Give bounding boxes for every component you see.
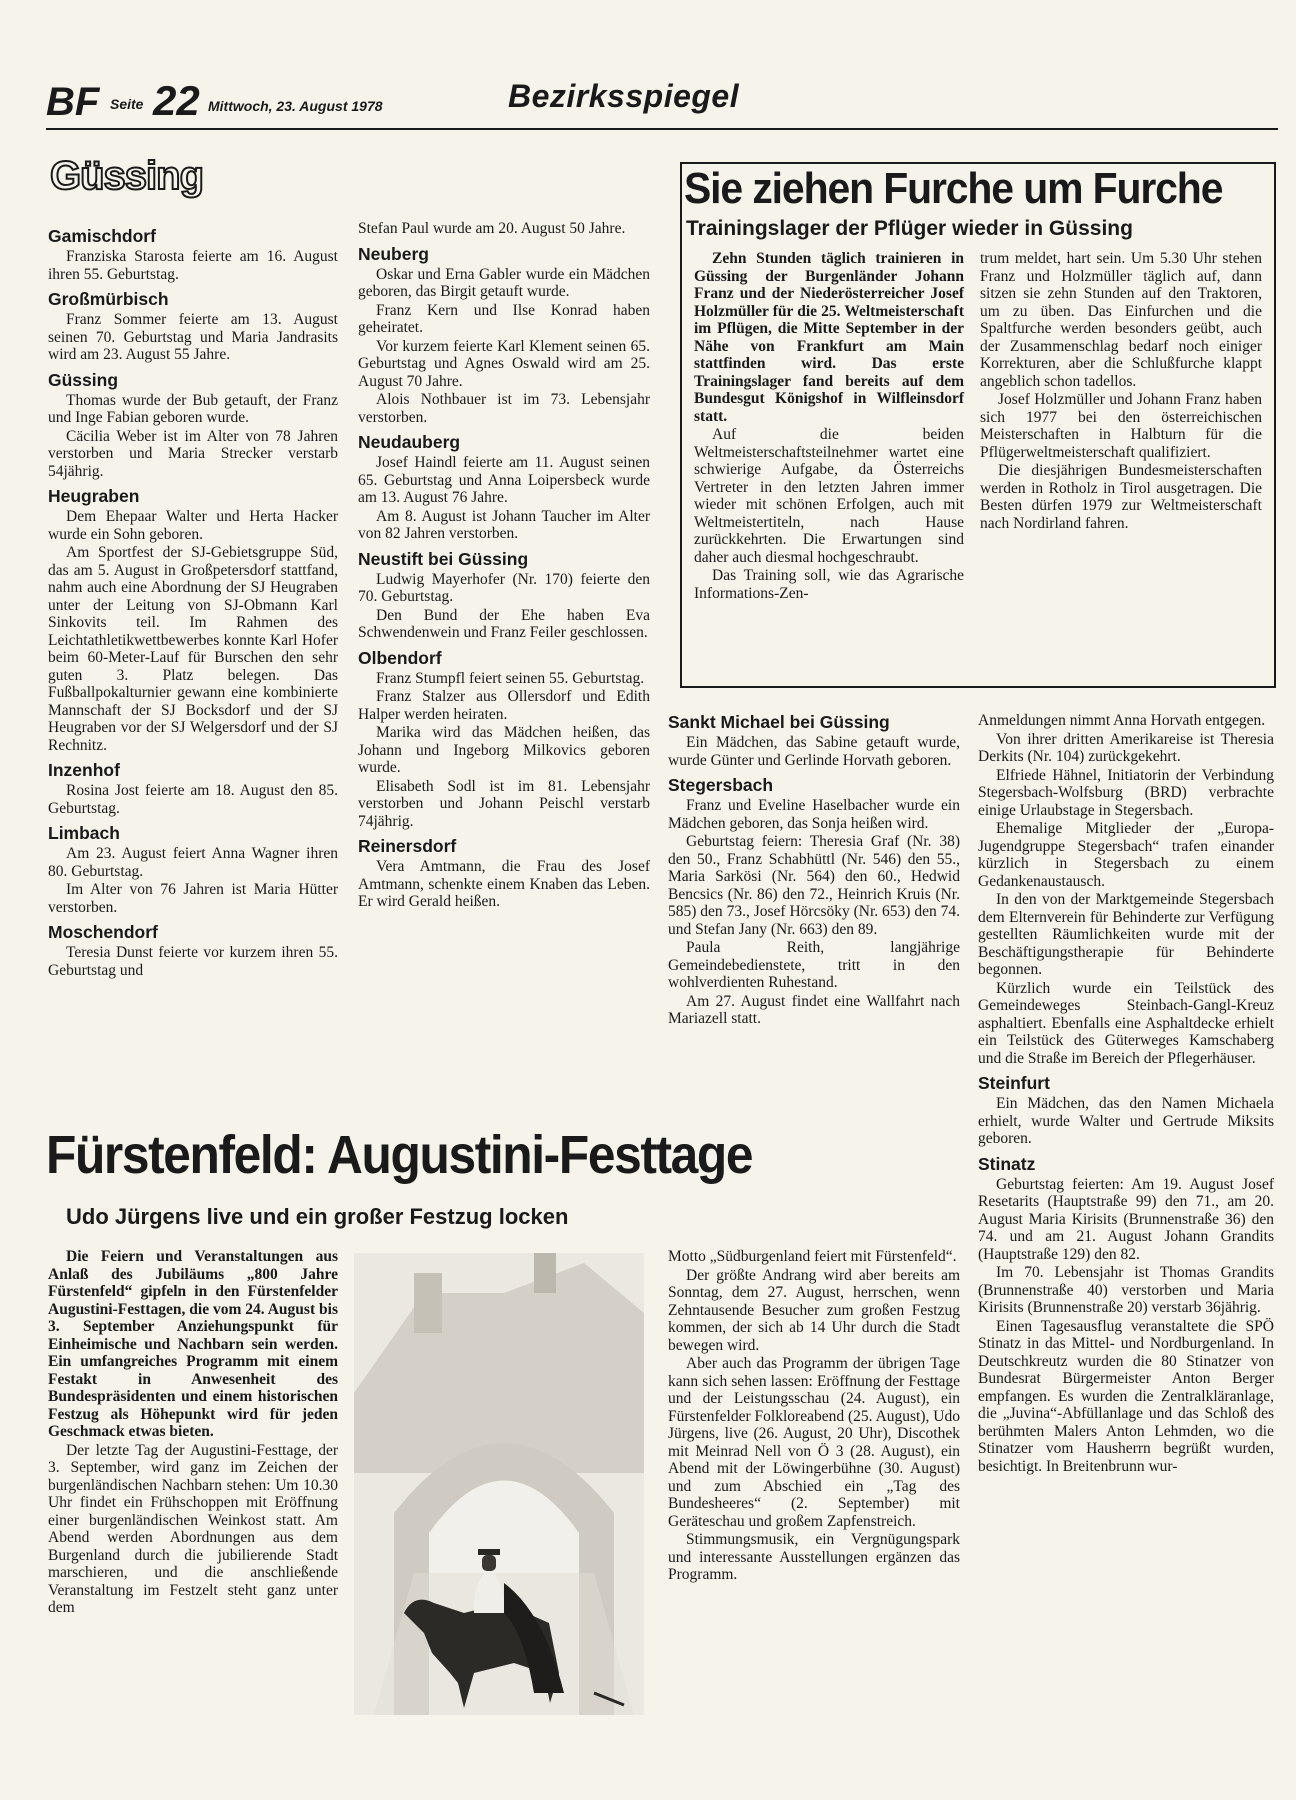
paragraph: Vor kurzem feierte Karl Klement seinen 65. Geburtstag und Agnes Oswald wird am 25. August 70 Jahre. <box>358 337 650 390</box>
paragraph: Stimmungsmusik, ein Vergnügungspark und interessante Ausstellungen ergänzen das Programm. <box>668 1531 960 1583</box>
item <box>358 648 650 831</box>
masthead-logo: BF <box>46 80 100 124</box>
paragraph: Im 70. Lebensjahr ist Thomas Grandits (Brunnenstraße 40) verstorben und Maria Kirisits (Brunnenstraße 20) verstarb 36jährig. <box>978 1264 1274 1316</box>
place-heading: Limbach <box>48 823 120 843</box>
place-heading: Neuberg <box>358 243 429 264</box>
paragraph: Ein Mädchen, das Sabine getauft wurde, wurde Günter und Gerlinde Horvath geboren. <box>668 734 960 769</box>
boxed-article-col-2 <box>980 250 1262 533</box>
place-heading: Sankt Michael bei Güssing <box>668 712 890 732</box>
festzug-photo <box>354 1253 644 1715</box>
paragraph: Das Training soll, wie das Agrarische Informations-Zen- <box>694 567 964 602</box>
paragraph: Josef Haindl feierte am 11. August seinen 65. Geburtstag und Anna Loipersbeck wurde am 13. August 76 Jahre. <box>358 454 650 506</box>
paragraph: Geburtstag feierten: Am 19. August Josef Resetarits (Hauptstraße 99) den 71., am 20. August Maria Kirisits (Brunnenstraße 36) den 74. und am 21. August Johann Grandits (Hauptstraße 129) den 82. <box>978 1175 1274 1263</box>
paragraph: Josef Holzmüller und Johann Franz haben sich 1977 bei den österreichischen Meisterschaften in Halbturn für die Pflügerweltmeisterschaft qualifiziert. <box>980 391 1262 461</box>
column-3 <box>668 706 960 1029</box>
paragraph: trum meldet, hart sein. Um 5.30 Uhr stehen Franz und Holzmüller täglich auf, dann sitzen sie zehn Stunden auf den Traktoren, um zu üben. Das Einfurchen und die Spaltfurche werden besonders geübt, auch der Zusammenschlag bedarf noch einiger Korrekturen, aber die Schlußfurche klappt angeblich schon tadellos. <box>980 250 1262 390</box>
item <box>48 289 338 364</box>
paragraph: Franziska Starosta feierte am 16. August ihren 55. Geburtstag. <box>48 248 338 283</box>
paragraph: In den von der Marktgemeinde Stegersbach dem Elternverein für Behinderte zur Verfügung gestellten Räumlichkeiten wurde mit der Beschäftigungstherapie für Behinderte begonnen. <box>978 891 1274 978</box>
place-heading: Heugraben <box>48 486 140 506</box>
paragraph: Am Sportfest der SJ-Gebietsgruppe Süd, das am 5. August in Großpetersdorf stattfand, nahm auch eine Abordnung der SJ Heugraben unter der Leitung von SJ-Obmann Karl Sinkovits teil. Im Rahmen des Leichtathletikwettbewerbes konnte Karl Hofer beim 60-Meter-Lauf für Burschen den sehr guten 3. Platz belegen. Das Fußballpokalturnier gewann eine kombinierte Mannschaft der SJ Bocksdorf und der SJ Heugraben vor der SJ Welgersdorf und der SJ Rechnitz. <box>48 544 338 754</box>
item <box>358 432 650 543</box>
item <box>358 220 650 238</box>
paragraph: Rosina Jost feierte am 18. August den 85. Geburtstag. <box>48 782 338 817</box>
fuerstenfeld-lead: Die Feiern und Veranstaltungen aus Anlaß des Jubiläums „800 Jahre Fürstenfeld“ gipfeln in den Fürstenfelder Augustini-Festtagen, die vom 24. August bis 3. September Anziehungspunkt für Einheimische und Nachbarn sein werden. Ein umfangreiches Programm mit einem Festakt in Anwesenheit des Bundespräsidenten und einem historischen Festzug als Höhepunkt wird für jeden Geschmack etwas bieten. <box>48 1248 338 1440</box>
item <box>48 370 338 481</box>
paragraph: Geburtstag feiern: Theresia Graf (Nr. 38) den 50., Franz Schabhüttl (Nr. 546) den 55., Maria Sarkösi (Nr. 564) den 60., Hedwid Bencsics (Nr. 86) den 72., Heinrich Kruis (Nr. 585) den 73., Josef Hörcsöky (Nr. 653) den 74. und Stefan Jany (Nr. 663) den 89. <box>668 833 960 938</box>
boxed-article-lead: Zehn Stunden täglich trainieren in Güssing der Burgenländer Johann Franz und der Niederösterreicher Josef Holzmüller für die 25. Weltmeisterschaft im Pflügen, die Mitte September in der Nähe von Frankfurt am Main stattfinden wird. Das erste Trainingslager fand bereits auf dem Bundesgut Königshof in Wilfleinsdorf statt. <box>694 250 964 425</box>
place-heading: Reinersdorf <box>358 836 457 856</box>
item <box>358 244 650 427</box>
paragraph: Marika wird das Mädchen heißen, das Johann und Ingeborg Milkovics geboren wurde. <box>358 724 650 776</box>
item <box>978 1073 1274 1148</box>
paragraph: Am 27. August findet eine Wallfahrt nach Mariazell statt. <box>668 992 960 1027</box>
paragraph: Franz und Eveline Haselbacher wurde ein Mädchen geboren, das Sonja heißen wird. <box>668 797 960 832</box>
item <box>48 486 338 754</box>
paragraph: Den Bund der Ehe haben Eva Schwendenwein und Franz Feiler geschlossen. <box>358 606 650 641</box>
place-heading: Stinatz <box>978 1153 1036 1174</box>
issue-date: Mittwoch, 23. August 1978 <box>208 98 383 114</box>
item <box>48 226 338 283</box>
item <box>358 549 650 642</box>
paragraph: Motto „Südburgenland feiert mit Fürstenfeld“. <box>668 1248 957 1265</box>
paragraph: Der letzte Tag der Augustini-Festtage, der 3. September, wird ganz im Zeichen der burgenländischen Nachbarn stehen: Um 10.30 Uhr findet ein Frühschoppen mit Eröffnung einer burgenländischen Weinkost statt. Am Abend werden Abordnungen aus dem Burgenland durch die jubilierende Stadt marschieren, und die anschließende Veranstaltung im Festzelt steht ganz unter dem <box>48 1441 338 1616</box>
paragraph: Vera Amtmann, die Frau des Josef Amtmann, schenkte einem Knaben das Leben. Er wird Gerald heißen. <box>358 858 650 910</box>
fuerstenfeld-headline: Fürstenfeld: Augustini-Festtage <box>46 1125 753 1185</box>
paragraph: Thomas wurde der Bub getauft, der Franz und Inge Fabian geboren wurde. <box>48 391 338 426</box>
paragraph: Dem Ehepaar Walter und Herta Hacker wurde ein Sohn geboren. <box>48 508 338 543</box>
item <box>48 922 338 979</box>
place-heading: Steinfurt <box>978 1073 1050 1093</box>
rider-gate-illustration <box>354 1253 644 1715</box>
item <box>48 823 338 916</box>
fuerstenfeld-subhead: Udo Jürgens live und ein großer Festzug locken <box>66 1204 569 1229</box>
paragraph: Franz Stumpfl feiert seinen 55. Geburtstag. <box>376 669 645 687</box>
paragraph: Stefan Paul wurde am 20. August 50 Jahre. <box>358 220 626 237</box>
place-heading: Olbendorf <box>358 647 442 668</box>
page-label: Seite <box>110 96 144 112</box>
paragraph: Einen Tagesausflug veranstaltete die SPÖ Stinatz in das Mittel- und Nordburgenland. In Deutschkreutz wurden die 80 Stinatzer von Bundesrat Bürgermeister Anton Berger empfangen. Es wurden die Zentralkläranlage, die „Juvina“-Abfüllanlage und das Schloß des berühmten Malers Anton Lehmden, wo die Stinatzer vom Hausherrn begrüßt wurden, besichtigt. In Breitenbrunn wur- <box>978 1317 1274 1475</box>
column-4 <box>978 712 1274 1476</box>
page-number: 22 <box>153 77 200 124</box>
paragraph: Oskar und Erna Gabler wurde ein Mädchen geboren, das Birgit getauft wurde. <box>358 265 650 300</box>
paragraph: Paula Reith, langjährige Gemeindebedienstete, tritt in den wohlverdienten Ruhestand. <box>668 939 960 991</box>
paragraph: Franz Stalzer aus Ollersdorf und Edith Halper werden heiraten. <box>358 688 650 723</box>
paragraph: Elfriede Hähnel, Initiatorin der Verbindung Stegersbach-Wolfsburg (BRD) verbrachte einige Urlaubstage in Stegersbach. <box>978 766 1274 819</box>
paragraph: Im Alter von 76 Jahren ist Maria Hütter verstorben. <box>48 881 338 916</box>
paragraph: Anmeldungen nimmt Anna Horvath entgegen. <box>978 712 1266 729</box>
place-heading: Gamischdorf <box>48 226 156 246</box>
paragraph: Ludwig Mayerhofer (Nr. 170) feierte den 70. Geburtstag. <box>358 570 650 605</box>
section-title: Bezirksspiegel <box>508 78 740 114</box>
paragraph: Aber auch das Programm der übrigen Tage kann sich sehen lassen: Eröffnung der Festtage und der Leistungsschau (24. August), ein Fürstenfelder Folkloreabend (25. August), Udo Jürgens, live (26. August, 20 Uhr), Discothek mit Meinrad Nell von Ö 3 (28. August), ein Abend mit der Löwingerbühne (30. August) und zum Abschied ein „Tag des Bundesheeres“ (2. September) mit Geräteschau und großem Zapfenstreich. <box>668 1355 960 1530</box>
fuerstenfeld-col-2 <box>668 1248 960 1585</box>
paragraph: Elisabeth Sodl ist im 81. Lebensjahr verstorben und Johann Peischl verstarb 74jährig. <box>358 777 650 830</box>
paragraph: Am 23. August feiert Anna Wagner ihren 80. Geburtstag. <box>48 845 338 880</box>
boxed-article-col-1 <box>694 250 964 603</box>
item <box>358 836 650 911</box>
place-heading: Güssing <box>48 369 119 390</box>
paragraph: Auf die beiden Weltmeisterschaftsteilnehmer wartet eine schwierige Aufgabe, da Österreichs Vertreter in den letzten Jahren immer wieder mit schönen Erfolgen, auch mit Weltmeistertiteln, nach Hause zurückkehrten. Die Erwartungen sind daher auch diesmal hochgeschraubt. <box>694 426 964 566</box>
paragraph: Von ihrer dritten Amerikareise ist Theresia Derkits (Nr. 104) zurückgekehrt. <box>978 730 1274 765</box>
paragraph: Die diesjährigen Bundesmeisterschaften werden in Rotholz in Tirol ausgetragen. Die Besten dürfen 1979 zur Weltmeisterschaft nach Nordirland fahren. <box>980 462 1262 532</box>
boxed-article-headline: Sie ziehen Furche um Furche <box>684 164 1223 213</box>
place-heading: Großmürbisch <box>48 289 169 309</box>
place-heading: Stegersbach <box>668 775 774 795</box>
item <box>668 712 960 769</box>
item <box>978 712 1274 1067</box>
paragraph: Am 8. August ist Johann Taucher im Alter von 82 Jahren verstorben. <box>358 507 650 542</box>
item <box>978 1154 1274 1476</box>
masthead-rule <box>46 128 1278 130</box>
paragraph: Ehemalige Mitglieder der „Europa-Jugendgruppe Stegersbach“ trafen einander kürzlich in Stegersbach zu einem Gedankenaustausch. <box>978 820 1274 890</box>
place-heading: Inzenhof <box>48 760 120 780</box>
paragraph: Franz Sommer feierte am 13. August seinen 70. Geburtstag und Maria Jandrasits wird am 23. August 55 Jahre. <box>48 311 338 363</box>
paragraph: Franz Kern und Ilse Konrad haben geheiratet. <box>358 301 650 336</box>
column-1 <box>48 220 338 980</box>
item <box>48 760 338 817</box>
paragraph: Der größte Andrang wird aber bereits am Sonntag, dem 27. August, herrschen, wenn Zehntausende Besucher zum großen Festzug kommen, der sich ab 14 Uhr durch die Stadt bewegen wird. <box>668 1266 960 1354</box>
district-logo: Güssing <box>50 154 204 198</box>
item <box>668 775 960 1028</box>
paragraph: Kürzlich wurde ein Teilstück des Gemeindeweges Steinbach-Gangl-Kreuz asphaltiert. Ebenfalls eine Asphaltdecke erhielt ein Teilstück des Güterweges Kamschaberg und die Straße im Bereich der Pflegerhäuser. <box>978 979 1274 1067</box>
place-heading: Neudauberg <box>358 432 461 452</box>
place-heading: Moschendorf <box>48 922 158 942</box>
paragraph: Cäcilia Weber ist im Alter von 78 Jahren verstorben und Maria Strecker verstarb 54jährig. <box>48 427 338 480</box>
paragraph: Teresia Dunst feierte vor kurzem ihren 55. Geburtstag und <box>48 944 338 979</box>
fuerstenfeld-col-1 <box>48 1248 338 1618</box>
place-heading: Neustift bei Güssing <box>358 548 529 569</box>
column-2 <box>358 220 650 912</box>
paragraph: Ein Mädchen, das den Namen Michaela erhielt, wurde Walter und Gertrude Miksits geboren. <box>978 1095 1274 1147</box>
boxed-article-subhead: Trainingslager der Pflüger wieder in Güssing <box>686 217 1133 240</box>
paragraph: Alois Nothbauer ist im 73. Lebensjahr verstorben. <box>358 391 650 426</box>
